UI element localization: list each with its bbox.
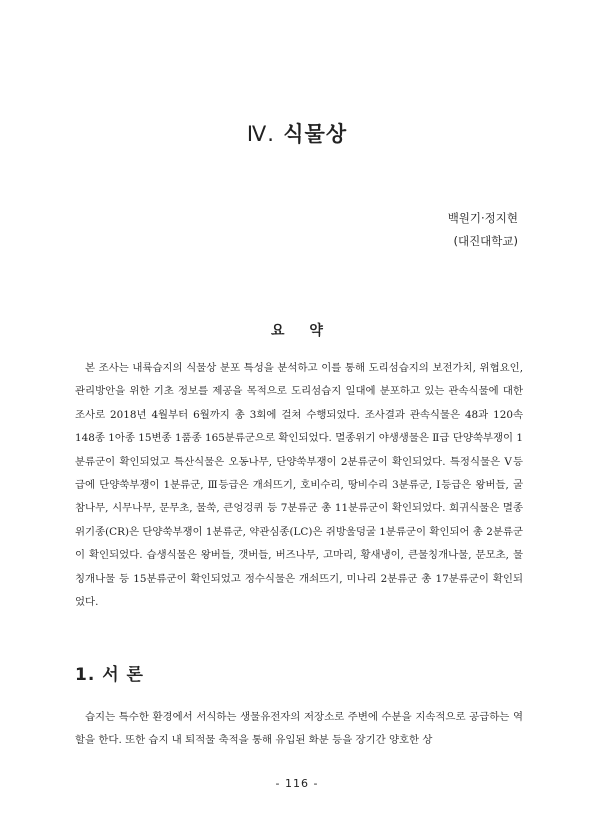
abstract-heading: 요 약 bbox=[271, 323, 333, 339]
chapter-numeral: Ⅳ. bbox=[246, 122, 275, 146]
author-names: 백원기·정지현 bbox=[447, 211, 518, 225]
author-affiliation: (대진대학교) bbox=[453, 234, 518, 248]
chapter-title bbox=[0, 118, 594, 148]
abstract-body: 본 조사는 내륙습지의 식물상 분포 특성을 분석하고 이를 통해 도리섬습지의 보전가치, 위협요인, 관리방안을 위한 기초 정보를 제공을 목적으로 도리섬습지 일대에 분포하고 있는 관속식물에 대한 조사로 2018년 4월부터 6월까지 총 3회에 걸쳐 수행되었다. 조사결과 관속식물은 48과 120속 148종 1아종 15변종 1품종 165분류군으로 확인되었다. 멸종위기 야생생물은 Ⅱ급 단양쑥부쟁이 1분류군이 확인되었고 특산식물은 오동나무, 단양쑥부쟁이 2분류군이 확인되었다. 특정식물은 Ⅴ등급에 단양쑥부쟁이 1분류군, Ⅲ등급은 개쇠뜨기, 호비수리, 땅비수리 3분류군, Ⅰ등급은 왕버들, 굴참나무, 시무나무, 문무초, 물쑥, 큰엉겅퀴 등 7분류군 총 11분류군이 확인되었다. 희귀식물은 멸종위기종(CR)은 단양쑥부쟁이 1분류군, 약관심종(LC)은 쥐방울덩굴 1분류군이 확인되어 총 2분류군이 확인되었다. 습생식물은 왕버들, 갯버들, 버즈나무, 고마리, 황새냉이, 큰물칭개나물, 문모초, 물칭개나물 등 15분류군이 확인되었고 정수식물은 개쇠뜨기, 미나리 2분류군 총 17분류군이 확인되었다. bbox=[75, 362, 523, 609]
page-number: - 116 - bbox=[275, 777, 319, 790]
section-heading-introduction: 1. 서 론 bbox=[75, 665, 144, 685]
introduction-body: 습지는 특수한 환경에서 서식하는 생물유전자의 저장소로 주변에 수분을 지속적으로 공급하는 역할을 한다. 또한 습지 내 퇴적물 축적을 통해 유입된 화분 등을 장기간 양호한 상 bbox=[75, 711, 523, 747]
chapter-title-text: 식물상 bbox=[283, 122, 348, 146]
